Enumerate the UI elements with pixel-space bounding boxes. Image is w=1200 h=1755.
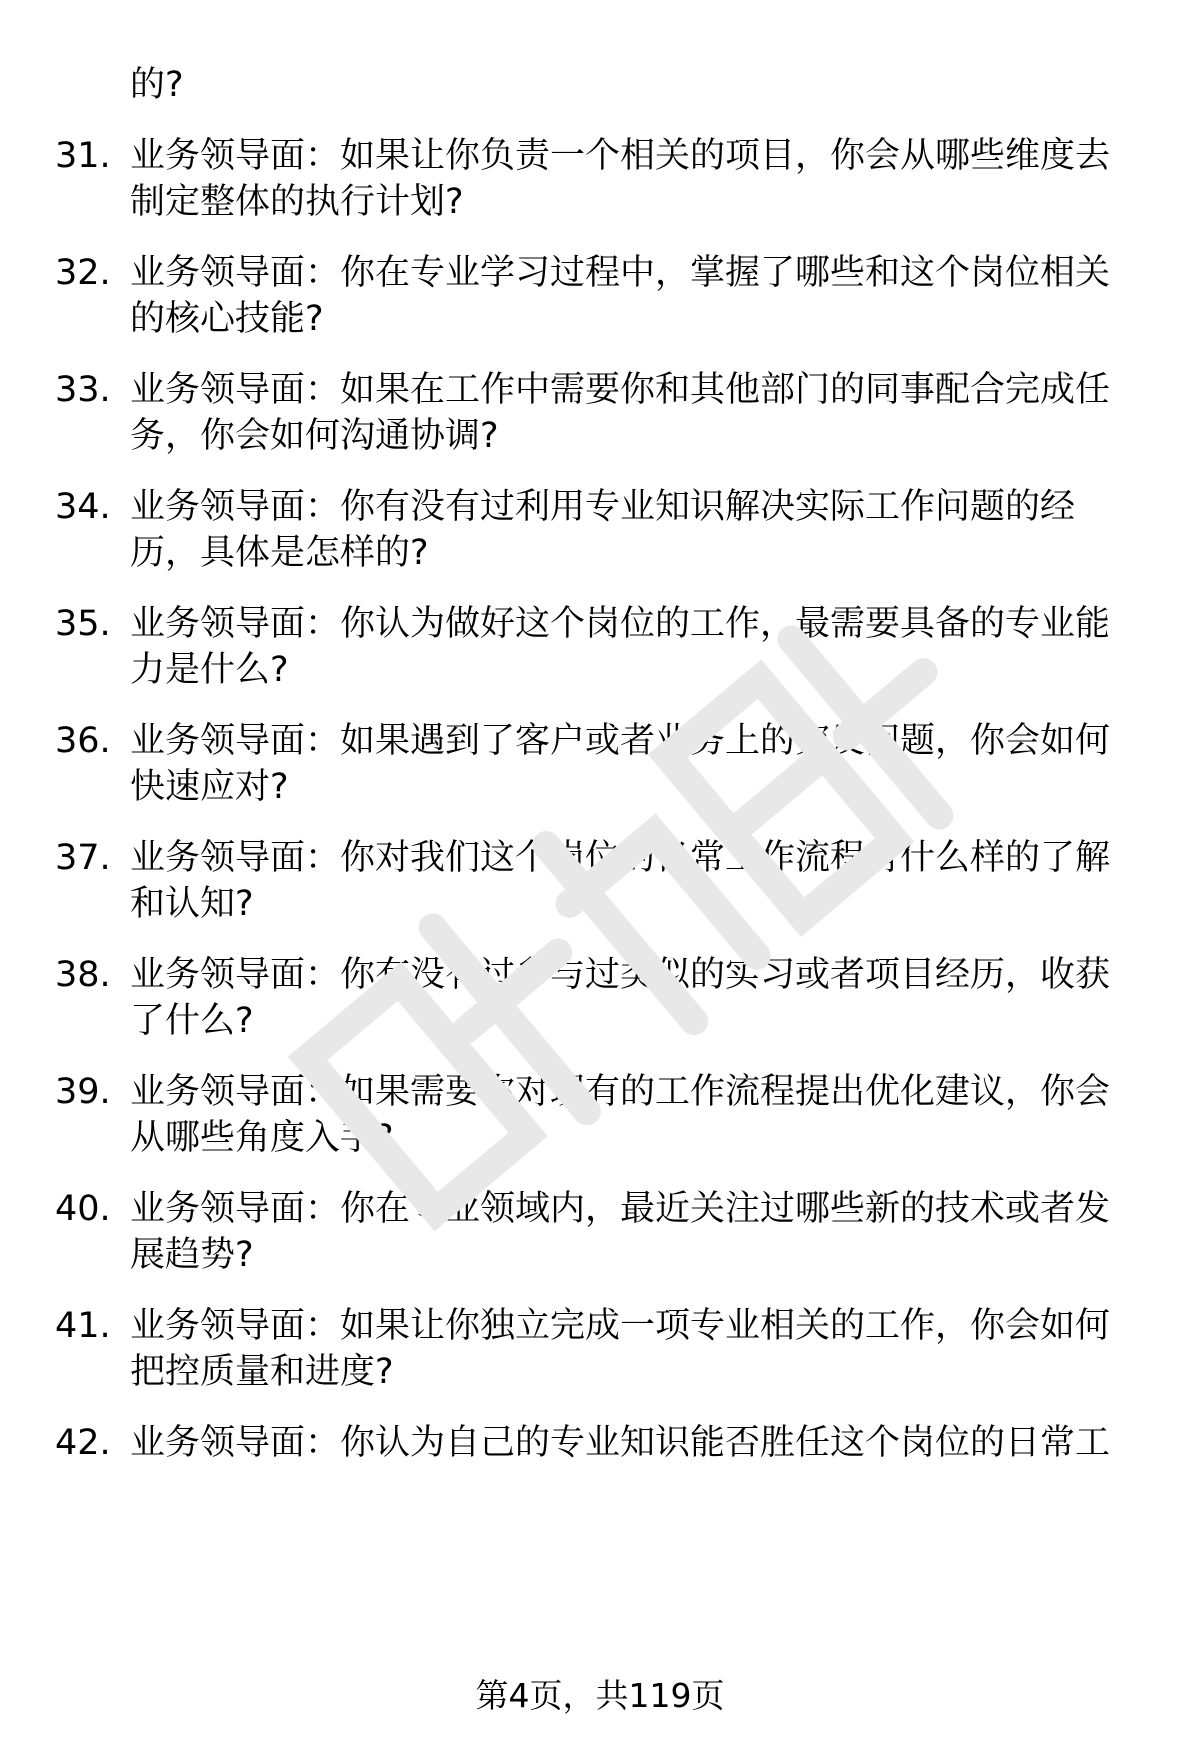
question-text: [130, 1420, 1140, 1512]
question-text: [130, 1069, 1140, 1161]
question-line-2: 了什么?: [130, 1001, 254, 1041]
question-text: [130, 133, 1140, 225]
question-text: [130, 1186, 1140, 1278]
question-number: 40.: [55, 1189, 111, 1229]
question-number: 36.: [55, 721, 111, 761]
question-line-1: 业务领导面：你有没有过利用专业知识解决实际工作问题的经: [130, 487, 1076, 527]
question-number: 42.: [55, 1423, 111, 1463]
question-line-2: 和认知?: [130, 884, 254, 924]
question-text: [130, 484, 1140, 576]
question-number: 41.: [55, 1306, 111, 1346]
page-footer: 第4页，共119页: [475, 1676, 725, 1715]
question-line-2: 把控质量和进度?: [130, 1352, 394, 1392]
question-line-2: 历，具体是怎样的?: [130, 533, 429, 573]
question-number: 37.: [55, 838, 111, 878]
question-line-1: 业务领导面：如果遇到了客户或者业务上的突发问题，你会如何: [130, 721, 1111, 761]
question-line-1: 业务领导面：你有没有过参与过类似的实习或者项目经历，收获: [130, 955, 1111, 995]
question-line-1: 业务领导面：你对我们这个岗位的日常工作流程有什么样的了解: [130, 838, 1111, 878]
question-text: [130, 952, 1140, 1044]
question-line-2: 力是什么?: [130, 650, 289, 690]
question-number: 35.: [55, 604, 111, 644]
question-text: [130, 718, 1140, 810]
question-line-1: 业务领导面：如果需要你对现有的工作流程提出优化建议，你会: [130, 1072, 1111, 1112]
question-number: 33.: [55, 370, 111, 410]
question-line-1: 业务领导面：你在专业学习过程中，掌握了哪些和这个岗位相关: [130, 253, 1111, 293]
question-number: 34.: [55, 487, 111, 527]
question-line-1: 业务领导面：你认为自己的专业知识能否胜任这个岗位的日常工: [130, 1423, 1111, 1463]
question-number: 39.: [55, 1072, 111, 1112]
question-line-2: [130, 1466, 1140, 1512]
continuation-text: 的?: [130, 65, 184, 105]
question-line-1: 业务领导面：你认为做好这个岗位的工作，最需要具备的专业能: [130, 604, 1111, 644]
question-line-2: 快速应对?: [130, 767, 289, 807]
question-text: [130, 1303, 1140, 1395]
question-text: [130, 835, 1140, 927]
question-line-1: 业务领导面：如果在工作中需要你和其他部门的同事配合完成任: [130, 370, 1111, 410]
question-number: 31.: [55, 136, 111, 176]
question-line-2: 务，你会如何沟通协调?: [130, 416, 499, 456]
question-text: [130, 601, 1140, 693]
question-line-2: 展趋势?: [130, 1235, 254, 1275]
question-number: 38.: [55, 955, 111, 995]
question-text: [130, 250, 1140, 342]
question-number: 32.: [55, 253, 111, 293]
question-line-2: 从哪些角度入手?: [130, 1118, 394, 1158]
question-line-1: 业务领导面：你在专业领域内，最近关注过哪些新的技术或者发: [130, 1189, 1111, 1229]
question-line-2: 制定整体的执行计划?: [130, 182, 464, 222]
question-line-1: 业务领导面：如果让你负责一个相关的项目，你会从哪些维度去: [130, 136, 1111, 176]
question-line-1: 业务领导面：如果让你独立完成一项专业相关的工作，你会如何: [130, 1306, 1111, 1346]
question-line-2: 的核心技能?: [130, 299, 324, 339]
question-text: [130, 367, 1140, 459]
